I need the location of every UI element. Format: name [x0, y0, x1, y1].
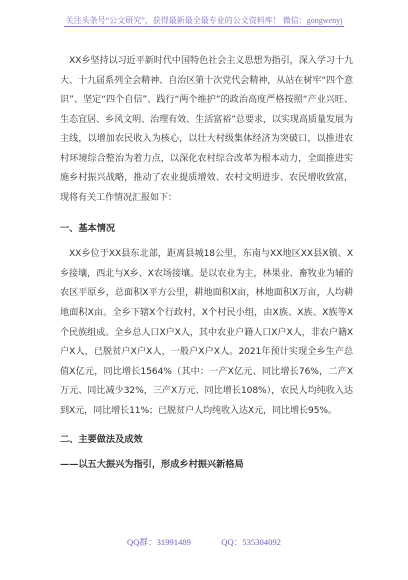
banner-text: 关注头条号“公文研究”，获得最新最全最专业的公文资料库！ 微信：gongwenyj: [65, 16, 343, 25]
footer-qq-group: QQ群：31991489: [127, 537, 191, 547]
page-footer: [0, 536, 408, 548]
document-body: [60, 52, 353, 473]
basic-info-paragraph: XX乡位于XX县东北部，距离县城18公里，东南与XX地区XX县X镇、X乡接壤，西北与X乡、X农场接壤。是以农业为主，林果业、畜牧业为辅的农区平原乡，总面积X平方公里，耕地面积X亩，林地面积X万亩，人均耕地面积X亩。全乡下辖X个行政村，X个村民小组，由X族、X族、X族等X个民族组成。全乡总人口X户X人，其中农业户籍人口X户X人，非农户籍X户X人，已脱贫户X户X人，一般户X户X人。2021年预计实现全乡生产总值X亿元，同比增长1564%（其中：一产X亿元、同比增长76%，二产X万元、同比减少32%，三产X万元、同比增长108%），农民人均纯收入达到X元，同比增长11%；已脱贫户人均纯收入达X元，同比增长95%。: [60, 249, 353, 416]
top-banner: [0, 16, 408, 26]
subsection-heading-five-revitalizations: ——以五大振兴为指引，形成乡村振兴新格局: [60, 459, 244, 471]
footer-qq-contact: QQ：535304092: [221, 537, 281, 547]
section-heading-basic-info: 一、基本情况: [60, 223, 116, 235]
section-heading-practices: 二、主要做法及成效: [60, 434, 143, 446]
intro-paragraph: XX乡坚持以习近平新时代中国特色社会主义思想为指引，深入学习十九大、十九届系列全会精神、自治区第十次党代会精神，从站在树牢“四个意识”、坚定“四个自信”、践行“两个维护”的政治高度严格按照“产业兴旺、生态宜居、乡风文明、治理有效、生活富裕”总要求，以实现高质量发展为主线，以增加农民收入为核心，以壮大村级集体经济为突破口，以推进农村环境综合整治为着力点，以深化农村综合改革为根本动力，全面推进实施乡村振兴战略，推动了农业提质增效、农村文明进步、农民增收致富，现将有关工作情况汇报如下：: [60, 56, 353, 203]
